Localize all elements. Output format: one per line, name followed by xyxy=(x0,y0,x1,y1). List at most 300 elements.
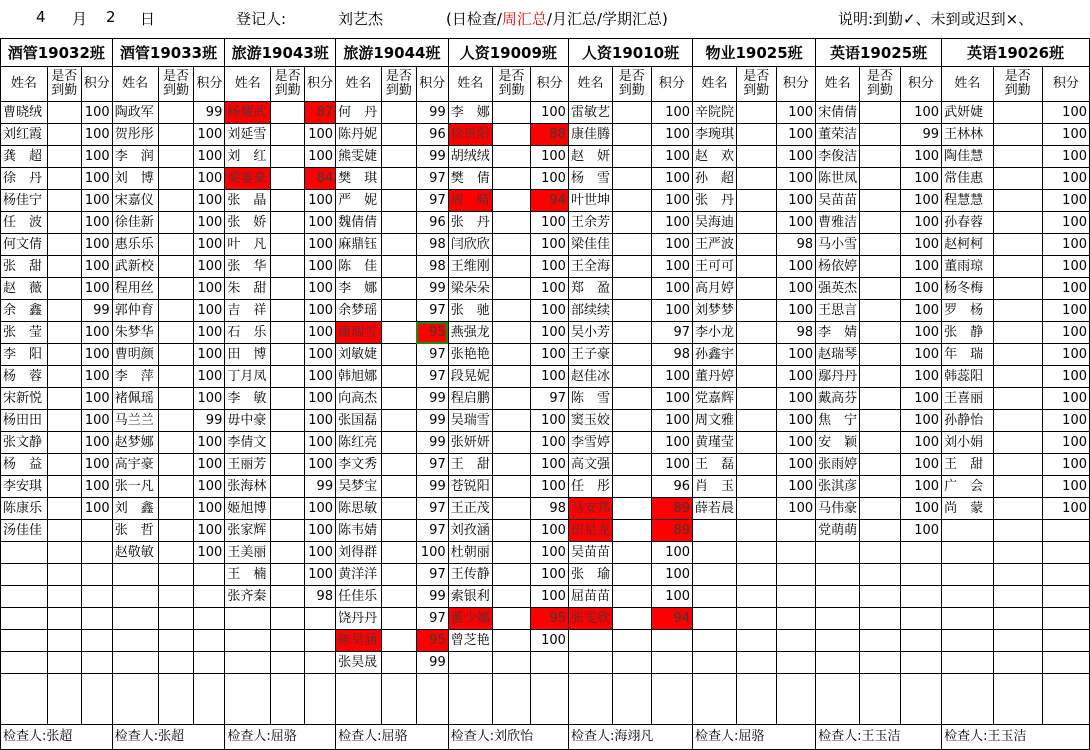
student-name-cell[interactable]: 张 莹 xyxy=(1,322,48,344)
attendance-cell[interactable] xyxy=(492,300,531,322)
student-name-cell[interactable]: 张 丹 xyxy=(693,190,737,212)
attendance-cell[interactable] xyxy=(993,102,1042,124)
attendance-cell[interactable] xyxy=(737,234,777,256)
attendance-cell[interactable] xyxy=(271,608,305,630)
student-name-cell[interactable] xyxy=(225,608,271,630)
attendance-cell[interactable] xyxy=(737,542,777,564)
attendance-cell[interactable] xyxy=(860,146,900,168)
student-name-cell[interactable]: 赵敬敏 xyxy=(112,542,158,564)
header-score[interactable]: 积分 xyxy=(776,67,816,102)
attendance-cell[interactable] xyxy=(47,564,81,586)
attendance-cell[interactable] xyxy=(158,168,194,190)
student-name-cell[interactable]: 惠乐乐 xyxy=(112,234,158,256)
student-name-cell[interactable] xyxy=(112,586,158,608)
student-name-cell[interactable]: 杨依婷 xyxy=(816,256,860,278)
score-cell[interactable]: 100 xyxy=(194,388,225,410)
score-cell[interactable]: 100 xyxy=(305,388,336,410)
student-name-cell[interactable] xyxy=(816,630,860,652)
score-cell[interactable]: 98 xyxy=(776,234,816,256)
student-name-cell[interactable] xyxy=(816,586,860,608)
student-name-cell[interactable]: 张齐秦 xyxy=(225,586,271,608)
attendance-cell[interactable] xyxy=(860,432,900,454)
attendance-cell[interactable] xyxy=(612,498,651,520)
attendance-cell[interactable] xyxy=(47,234,81,256)
attendance-cell[interactable] xyxy=(47,432,81,454)
score-cell[interactable] xyxy=(81,542,112,564)
attendance-cell[interactable] xyxy=(492,520,531,542)
student-name-cell[interactable]: 程用丝 xyxy=(112,278,158,300)
score-cell[interactable]: 97 xyxy=(416,190,448,212)
score-cell[interactable]: 97 xyxy=(416,366,448,388)
attendance-cell[interactable] xyxy=(158,410,194,432)
score-cell[interactable]: 100 xyxy=(194,520,225,542)
class-title[interactable]: 英语19025班 xyxy=(816,39,942,67)
student-name-cell[interactable]: 梁霎豪 xyxy=(225,168,271,190)
score-cell[interactable]: 100 xyxy=(194,498,225,520)
score-cell[interactable]: 100 xyxy=(305,234,336,256)
student-name-cell[interactable]: 黄洋洋 xyxy=(336,564,382,586)
student-name-cell[interactable]: 郭仲育 xyxy=(112,300,158,322)
attendance-cell[interactable] xyxy=(158,322,194,344)
score-cell[interactable]: 100 xyxy=(651,432,692,454)
score-cell[interactable]: 100 xyxy=(651,366,692,388)
score-cell[interactable]: 87 xyxy=(305,102,336,124)
student-name-cell[interactable]: 王林林 xyxy=(942,124,994,146)
student-name-cell[interactable]: 吴苗苗 xyxy=(816,190,860,212)
attendance-cell[interactable] xyxy=(47,652,81,674)
student-name-cell[interactable]: 刘 红 xyxy=(225,146,271,168)
attendance-cell[interactable] xyxy=(158,212,194,234)
score-cell[interactable]: 100 xyxy=(531,234,569,256)
student-name-cell[interactable]: 刘延雪 xyxy=(225,124,271,146)
attendance-cell[interactable] xyxy=(158,542,194,564)
attendance-cell[interactable] xyxy=(158,278,194,300)
attendance-cell[interactable] xyxy=(860,520,900,542)
student-name-cell[interactable] xyxy=(942,586,994,608)
score-cell[interactable]: 100 xyxy=(900,256,941,278)
student-name-cell[interactable]: 董荣洁 xyxy=(816,124,860,146)
student-name-cell[interactable]: 张 晶 xyxy=(225,190,271,212)
student-name-cell[interactable]: 孙 超 xyxy=(693,168,737,190)
score-cell[interactable]: 97 xyxy=(416,520,448,542)
score-cell[interactable]: 100 xyxy=(900,388,941,410)
student-name-cell[interactable]: 张雯欣 xyxy=(568,608,612,630)
attendance-cell[interactable] xyxy=(993,432,1042,454)
score-cell[interactable]: 100 xyxy=(900,498,941,520)
score-cell[interactable]: 100 xyxy=(194,168,225,190)
score-cell[interactable]: 100 xyxy=(194,454,225,476)
score-cell[interactable]: 100 xyxy=(531,344,569,366)
score-cell[interactable]: 100 xyxy=(531,278,569,300)
attendance-cell[interactable] xyxy=(158,190,194,212)
attendance-cell[interactable] xyxy=(158,454,194,476)
score-cell[interactable]: 98 xyxy=(531,498,569,520)
student-name-cell[interactable]: 王美丽 xyxy=(225,542,271,564)
score-cell[interactable]: 100 xyxy=(531,322,569,344)
score-cell[interactable]: 100 xyxy=(900,520,941,542)
student-name-cell[interactable]: 韩蕊阳 xyxy=(942,366,994,388)
attendance-cell[interactable] xyxy=(271,476,305,498)
attendance-cell[interactable] xyxy=(47,124,81,146)
score-cell[interactable]: 100 xyxy=(531,146,569,168)
student-name-cell[interactable]: 王余芳 xyxy=(568,212,612,234)
attendance-cell[interactable] xyxy=(860,102,900,124)
score-cell[interactable]: 100 xyxy=(81,146,112,168)
student-name-cell[interactable]: 李文秀 xyxy=(336,454,382,476)
student-name-cell[interactable]: 黄瑾莹 xyxy=(693,432,737,454)
student-name-cell[interactable]: 孙春蓉 xyxy=(942,212,994,234)
student-name-cell[interactable]: 贺彤彤 xyxy=(112,124,158,146)
score-cell[interactable]: 100 xyxy=(900,300,941,322)
score-cell[interactable] xyxy=(194,652,225,674)
score-cell[interactable]: 98 xyxy=(776,322,816,344)
empty-cell[interactable] xyxy=(225,674,271,725)
attendance-cell[interactable] xyxy=(612,410,651,432)
attendance-cell[interactable] xyxy=(271,234,305,256)
score-cell[interactable]: 100 xyxy=(81,498,112,520)
score-cell[interactable]: 100 xyxy=(81,476,112,498)
attendance-cell[interactable] xyxy=(381,322,416,344)
attendance-cell[interactable] xyxy=(158,498,194,520)
score-cell[interactable]: 100 xyxy=(531,432,569,454)
student-name-cell[interactable]: 徐 丹 xyxy=(1,168,48,190)
attendance-cell[interactable] xyxy=(381,630,416,652)
student-name-cell[interactable]: 曹明颜 xyxy=(112,344,158,366)
score-cell[interactable]: 100 xyxy=(651,234,692,256)
attendance-cell[interactable] xyxy=(612,388,651,410)
attendance-cell[interactable] xyxy=(860,586,900,608)
score-cell[interactable]: 100 xyxy=(651,102,692,124)
score-cell[interactable]: 100 xyxy=(305,564,336,586)
score-cell[interactable]: 100 xyxy=(416,542,448,564)
student-name-cell[interactable]: 李倩文 xyxy=(225,432,271,454)
student-name-cell[interactable]: 李 润 xyxy=(112,146,158,168)
student-name-cell[interactable] xyxy=(693,564,737,586)
student-name-cell[interactable] xyxy=(693,520,737,542)
student-name-cell[interactable]: 梁朵朵 xyxy=(448,278,492,300)
student-name-cell[interactable]: 龚 超 xyxy=(1,146,48,168)
attendance-cell[interactable] xyxy=(860,498,900,520)
student-name-cell[interactable]: 张家辉 xyxy=(225,520,271,542)
attendance-cell[interactable] xyxy=(271,652,305,674)
student-name-cell[interactable] xyxy=(816,608,860,630)
score-cell[interactable]: 100 xyxy=(305,410,336,432)
score-cell[interactable]: 100 xyxy=(194,234,225,256)
student-name-cell[interactable]: 常佳惠 xyxy=(942,168,994,190)
header-attendance[interactable] xyxy=(381,67,416,102)
score-cell[interactable]: 100 xyxy=(305,498,336,520)
attendance-cell[interactable] xyxy=(271,212,305,234)
student-name-cell[interactable]: 陶佳慧 xyxy=(942,146,994,168)
score-cell[interactable]: 98 xyxy=(416,256,448,278)
attendance-cell[interactable] xyxy=(737,498,777,520)
empty-cell[interactable] xyxy=(81,674,112,725)
score-cell[interactable]: 100 xyxy=(776,190,816,212)
student-name-cell[interactable]: 陈昊涵 xyxy=(336,630,382,652)
attendance-cell[interactable] xyxy=(271,344,305,366)
header-name[interactable]: 姓名 xyxy=(568,67,612,102)
attendance-cell[interactable] xyxy=(737,630,777,652)
attendance-cell[interactable] xyxy=(158,124,194,146)
score-cell[interactable]: 100 xyxy=(651,564,692,586)
score-cell[interactable]: 100 xyxy=(194,322,225,344)
score-cell[interactable]: 100 xyxy=(776,300,816,322)
attendance-cell[interactable] xyxy=(492,498,531,520)
score-cell[interactable]: 100 xyxy=(531,542,569,564)
score-cell[interactable]: 100 xyxy=(651,542,692,564)
score-cell[interactable]: 99 xyxy=(194,102,225,124)
student-name-cell[interactable]: 徐贵阳 xyxy=(448,124,492,146)
empty-cell[interactable] xyxy=(612,674,651,725)
score-cell[interactable]: 100 xyxy=(194,146,225,168)
score-cell[interactable]: 100 xyxy=(776,168,816,190)
attendance-cell[interactable] xyxy=(492,146,531,168)
attendance-cell[interactable] xyxy=(612,168,651,190)
header-score[interactable]: 积分 xyxy=(1042,67,1089,102)
score-cell[interactable]: 100 xyxy=(531,366,569,388)
score-cell[interactable]: 100 xyxy=(305,278,336,300)
attendance-cell[interactable] xyxy=(612,608,651,630)
attendance-cell[interactable] xyxy=(271,256,305,278)
student-name-cell[interactable]: 李 萍 xyxy=(112,366,158,388)
empty-cell[interactable] xyxy=(1,674,48,725)
attendance-cell[interactable] xyxy=(158,146,194,168)
score-cell[interactable]: 100 xyxy=(81,388,112,410)
student-name-cell[interactable] xyxy=(225,630,271,652)
student-name-cell[interactable]: 武妍婕 xyxy=(942,102,994,124)
empty-cell[interactable] xyxy=(737,674,777,725)
score-cell[interactable]: 100 xyxy=(651,586,692,608)
score-cell[interactable] xyxy=(900,630,941,652)
score-cell[interactable]: 100 xyxy=(194,476,225,498)
score-cell[interactable] xyxy=(81,630,112,652)
score-cell[interactable]: 100 xyxy=(900,344,941,366)
score-cell[interactable]: 100 xyxy=(1042,432,1089,454)
score-cell[interactable]: 100 xyxy=(81,344,112,366)
student-name-cell[interactable] xyxy=(942,564,994,586)
student-name-cell[interactable]: 杨 益 xyxy=(1,454,48,476)
score-cell[interactable]: 100 xyxy=(900,102,941,124)
student-name-cell[interactable]: 刘 博 xyxy=(112,168,158,190)
student-name-cell[interactable]: 陶政军 xyxy=(112,102,158,124)
student-name-cell[interactable]: 吴海迪 xyxy=(693,212,737,234)
score-cell[interactable]: 100 xyxy=(1042,146,1089,168)
attendance-cell[interactable] xyxy=(47,168,81,190)
attendance-cell[interactable] xyxy=(737,410,777,432)
attendance-cell[interactable] xyxy=(381,454,416,476)
attendance-cell[interactable] xyxy=(271,146,305,168)
attendance-cell[interactable] xyxy=(381,652,416,674)
score-cell[interactable]: 99 xyxy=(194,410,225,432)
attendance-cell[interactable] xyxy=(993,278,1042,300)
attendance-cell[interactable] xyxy=(47,256,81,278)
student-name-cell[interactable]: 王丽芳 xyxy=(225,454,271,476)
student-name-cell[interactable]: 赵梦娜 xyxy=(112,432,158,454)
attendance-cell[interactable] xyxy=(492,234,531,256)
attendance-cell[interactable] xyxy=(47,278,81,300)
attendance-cell[interactable] xyxy=(271,102,305,124)
attendance-cell[interactable] xyxy=(271,542,305,564)
score-cell[interactable]: 97 xyxy=(416,344,448,366)
attendance-cell[interactable] xyxy=(612,454,651,476)
student-name-cell[interactable]: 康瑞雪 xyxy=(336,322,382,344)
score-cell[interactable]: 100 xyxy=(81,410,112,432)
attendance-cell[interactable] xyxy=(47,586,81,608)
attendance-cell[interactable] xyxy=(860,168,900,190)
score-cell[interactable]: 100 xyxy=(531,454,569,476)
score-cell[interactable] xyxy=(1042,586,1089,608)
student-name-cell[interactable]: 焦 宁 xyxy=(816,410,860,432)
student-name-cell[interactable]: 刘敏婕 xyxy=(336,344,382,366)
student-name-cell[interactable]: 张 丹 xyxy=(448,212,492,234)
score-cell[interactable]: 99 xyxy=(416,476,448,498)
score-cell[interactable]: 100 xyxy=(776,278,816,300)
student-name-cell[interactable]: 高月婷 xyxy=(693,278,737,300)
score-cell[interactable]: 97 xyxy=(416,454,448,476)
student-name-cell[interactable] xyxy=(112,608,158,630)
score-cell[interactable]: 100 xyxy=(305,432,336,454)
score-cell[interactable] xyxy=(305,630,336,652)
score-cell[interactable]: 100 xyxy=(194,256,225,278)
student-name-cell[interactable]: 李 阳 xyxy=(1,344,48,366)
score-cell[interactable]: 96 xyxy=(416,212,448,234)
attendance-cell[interactable] xyxy=(737,608,777,630)
class-title[interactable]: 旅游19043班 xyxy=(225,39,336,67)
student-name-cell[interactable] xyxy=(816,652,860,674)
score-cell[interactable]: 100 xyxy=(305,366,336,388)
student-name-cell[interactable]: 张 哲 xyxy=(112,520,158,542)
score-cell[interactable]: 100 xyxy=(900,322,941,344)
header-attendance[interactable] xyxy=(612,67,651,102)
score-cell[interactable]: 100 xyxy=(1042,124,1089,146)
score-cell[interactable]: 100 xyxy=(81,278,112,300)
score-cell[interactable]: 100 xyxy=(1042,344,1089,366)
attendance-cell[interactable] xyxy=(47,498,81,520)
student-name-cell[interactable]: 饶丹丹 xyxy=(336,608,382,630)
attendance-cell[interactable] xyxy=(271,168,305,190)
student-name-cell[interactable]: 何 丹 xyxy=(336,102,382,124)
attendance-cell[interactable] xyxy=(737,476,777,498)
score-cell[interactable]: 100 xyxy=(305,454,336,476)
score-cell[interactable]: 100 xyxy=(305,520,336,542)
student-name-cell[interactable] xyxy=(693,652,737,674)
score-cell[interactable]: 89 xyxy=(651,498,692,520)
attendance-cell[interactable] xyxy=(860,256,900,278)
score-cell[interactable]: 100 xyxy=(651,300,692,322)
student-name-cell[interactable]: 王维刚 xyxy=(448,256,492,278)
student-name-cell[interactable]: 高宇豪 xyxy=(112,454,158,476)
score-cell[interactable]: 100 xyxy=(194,542,225,564)
student-name-cell[interactable]: 王子豪 xyxy=(568,344,612,366)
score-cell[interactable]: 100 xyxy=(305,344,336,366)
attendance-cell[interactable] xyxy=(381,212,416,234)
score-cell[interactable]: 100 xyxy=(651,146,692,168)
student-name-cell[interactable]: 吴梦宝 xyxy=(336,476,382,498)
score-cell[interactable]: 98 xyxy=(651,344,692,366)
empty-cell[interactable] xyxy=(776,674,816,725)
student-name-cell[interactable]: 毋中豪 xyxy=(225,410,271,432)
attendance-cell[interactable] xyxy=(492,212,531,234)
attendance-cell[interactable] xyxy=(47,344,81,366)
attendance-cell[interactable] xyxy=(612,124,651,146)
empty-cell[interactable] xyxy=(271,674,305,725)
student-name-cell[interactable]: 索银利 xyxy=(448,586,492,608)
attendance-cell[interactable] xyxy=(271,586,305,608)
score-cell[interactable]: 100 xyxy=(81,124,112,146)
student-name-cell[interactable]: 徐佳新 xyxy=(112,212,158,234)
attendance-cell[interactable] xyxy=(381,388,416,410)
student-name-cell[interactable]: 李 敏 xyxy=(225,388,271,410)
header-attendance[interactable] xyxy=(47,67,81,102)
attendance-cell[interactable] xyxy=(271,564,305,586)
attendance-cell[interactable] xyxy=(492,102,531,124)
score-cell[interactable]: 100 xyxy=(1042,256,1089,278)
attendance-cell[interactable] xyxy=(993,388,1042,410)
attendance-cell[interactable] xyxy=(737,190,777,212)
attendance-cell[interactable] xyxy=(737,124,777,146)
attendance-cell[interactable] xyxy=(381,476,416,498)
attendance-cell[interactable] xyxy=(737,652,777,674)
student-name-cell[interactable]: 程启鹏 xyxy=(448,388,492,410)
student-name-cell[interactable]: 张艳艳 xyxy=(448,344,492,366)
student-name-cell[interactable] xyxy=(112,564,158,586)
student-name-cell[interactable] xyxy=(568,630,612,652)
attendance-cell[interactable] xyxy=(381,278,416,300)
attendance-cell[interactable] xyxy=(860,212,900,234)
score-cell[interactable]: 100 xyxy=(194,366,225,388)
student-name-cell[interactable]: 程慧慧 xyxy=(942,190,994,212)
student-name-cell[interactable]: 王传静 xyxy=(448,564,492,586)
student-name-cell[interactable]: 陈世凤 xyxy=(816,168,860,190)
student-name-cell[interactable]: 叶 凡 xyxy=(225,234,271,256)
header-attendance[interactable] xyxy=(737,67,777,102)
student-name-cell[interactable]: 武新校 xyxy=(112,256,158,278)
student-name-cell[interactable]: 张 静 xyxy=(942,322,994,344)
attendance-cell[interactable] xyxy=(860,630,900,652)
student-name-cell[interactable]: 陈 佳 xyxy=(336,256,382,278)
score-cell[interactable] xyxy=(1042,542,1089,564)
attendance-cell[interactable] xyxy=(47,190,81,212)
attendance-cell[interactable] xyxy=(993,476,1042,498)
score-cell[interactable]: 100 xyxy=(651,168,692,190)
student-name-cell[interactable]: 樊 倩 xyxy=(448,168,492,190)
student-name-cell[interactable] xyxy=(1,608,48,630)
attendance-cell[interactable] xyxy=(993,300,1042,322)
student-name-cell[interactable]: 杨耀武 xyxy=(225,102,271,124)
attendance-cell[interactable] xyxy=(993,212,1042,234)
empty-cell[interactable] xyxy=(448,674,492,725)
score-cell[interactable] xyxy=(900,564,941,586)
attendance-cell[interactable] xyxy=(158,366,194,388)
student-name-cell[interactable]: 张 瑜 xyxy=(568,564,612,586)
attendance-cell[interactable] xyxy=(612,564,651,586)
score-cell[interactable]: 100 xyxy=(531,520,569,542)
score-cell[interactable]: 100 xyxy=(651,256,692,278)
attendance-cell[interactable] xyxy=(612,432,651,454)
score-cell[interactable]: 99 xyxy=(416,410,448,432)
student-name-cell[interactable]: 向高杰 xyxy=(336,388,382,410)
student-name-cell[interactable]: 苍锐阳 xyxy=(448,476,492,498)
student-name-cell[interactable] xyxy=(1,630,48,652)
attendance-cell[interactable] xyxy=(47,608,81,630)
attendance-cell[interactable] xyxy=(47,388,81,410)
attendance-cell[interactable] xyxy=(381,520,416,542)
attendance-cell[interactable] xyxy=(860,454,900,476)
score-cell[interactable]: 84 xyxy=(305,168,336,190)
score-cell[interactable]: 100 xyxy=(900,278,941,300)
student-name-cell[interactable]: 孙静怡 xyxy=(942,410,994,432)
score-cell[interactable]: 100 xyxy=(1042,300,1089,322)
